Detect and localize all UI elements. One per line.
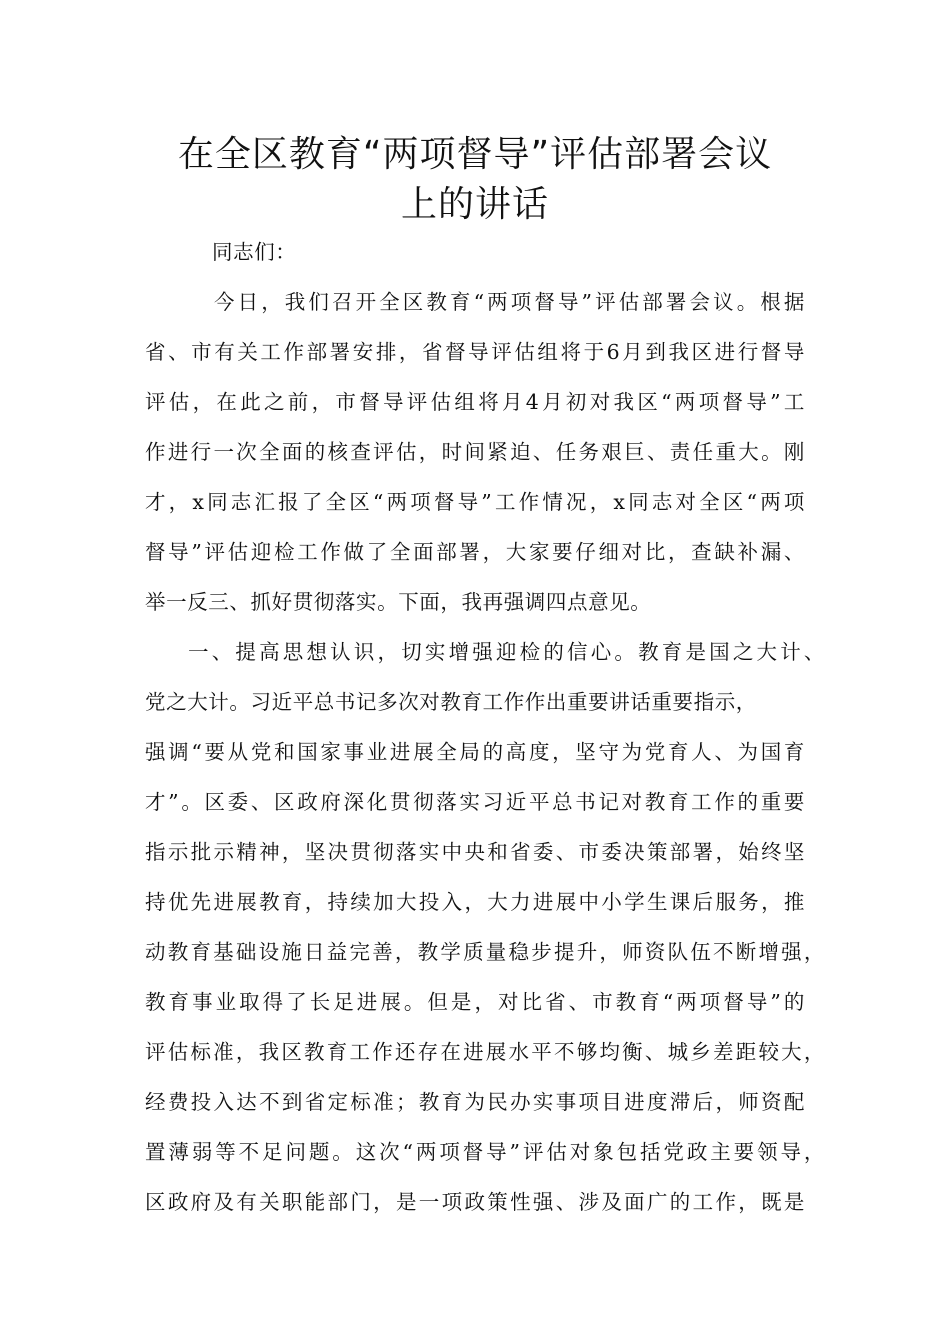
paragraph-line: 督导”评估迎检工作做了全面部署，大家要仔细对比，查缺补漏、 — [145, 540, 805, 564]
paragraph-line: 教育事业取得了长足进展。但是，对比省、市教育“两项督导”的 — [145, 990, 805, 1014]
paragraph-line: 才”。区委、区政府深化贯彻落实习近平总书记对教育工作的重要 — [145, 790, 805, 814]
paragraph-line: 评估标准，我区教育工作还存在进展水平不够均衡、城乡差距较大， — [145, 1040, 825, 1064]
paragraph-line: 指示批示精神，坚决贯彻落实中央和省委、市委决策部署，始终坚 — [145, 840, 805, 864]
paragraph-line: 今日，我们召开全区教育“两项督导”评估部署会议。根据 — [214, 290, 805, 314]
paragraph-line: 举一反三、抓好贯彻落实。下面，我再强调四点意见。 — [145, 590, 652, 614]
paragraph-line: 一、提高思想认识，切实增强迎检的信心。教育是国之大计、 — [188, 640, 825, 664]
paragraph-line: 持优先进展教育，持续加大投入，大力进展中小学生课后服务，推 — [145, 890, 805, 914]
paragraph-line: 区政府及有关职能部门，是一项政策性强、涉及面广的工作，既是 — [145, 1190, 805, 1214]
paragraph-line: 动教育基础设施日益完善，教学质量稳步提升，师资队伍不断增强， — [145, 940, 825, 964]
paragraph-line: 党之大计。习近平总书记多次对教育工作作出重要讲话重要指示， — [145, 690, 757, 714]
salutation: 同志们： — [212, 240, 297, 264]
paragraph-line: 才，x同志汇报了全区“两项督导”工作情况，x同志对全区“两项 — [145, 490, 805, 514]
paragraph-line: 强调“要从党和国家事业进展全局的高度，坚守为党育人、为国育 — [145, 740, 805, 764]
document-title-line-2: 上的讲话 — [400, 184, 549, 225]
paragraph-line: 评估，在此之前，市督导评估组将月4月初对我区“两项督导”工 — [145, 390, 805, 414]
paragraph-line: 省、市有关工作部署安排，省督导评估组将于6月到我区进行督导 — [145, 340, 805, 364]
paragraph-line: 置薄弱等不足问题。这次“两项督导”评估对象包括党政主要领导， — [145, 1140, 825, 1164]
paragraph-line: 作进行一次全面的核查评估，时间紧迫、任务艰巨、责任重大。刚 — [145, 440, 805, 464]
document-title-line-1: 在全区教育“两项督导”评估部署会议 — [177, 134, 773, 175]
paragraph-line: 经费投入达不到省定标准；教育为民办实事项目进度滞后，师资配 — [145, 1090, 805, 1114]
